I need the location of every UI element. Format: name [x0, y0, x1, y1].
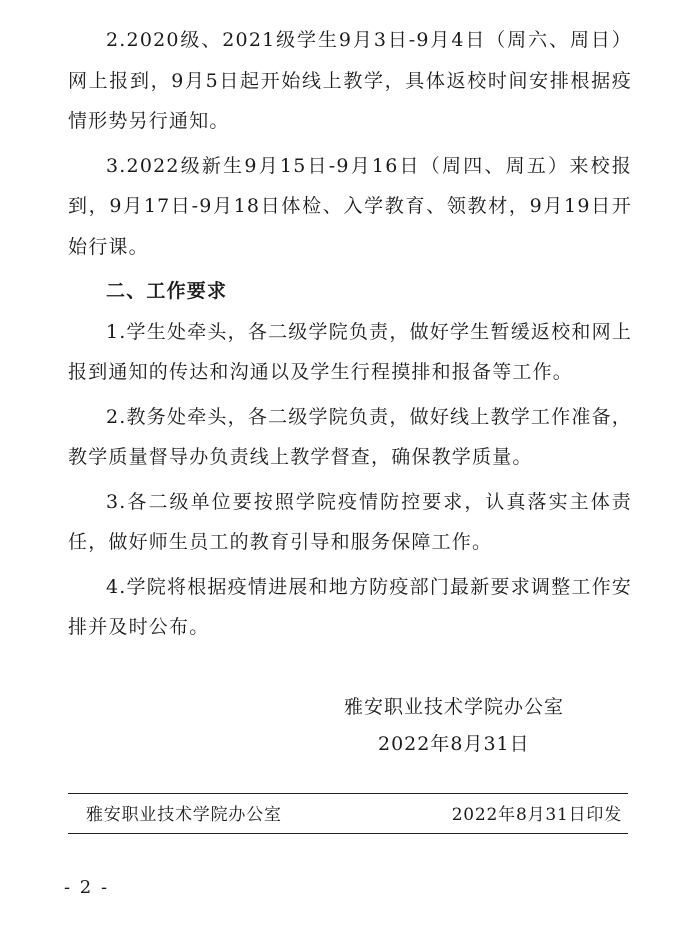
requirement-item-3: 3.各二级单位要按照学院疫情防控要求，认真落实主体责任，做好师生员工的教育引导和服务保障工作。: [68, 490, 632, 553]
section-heading-work-requirements: 二、工作要求: [106, 280, 228, 302]
requirement-item-2: 2.教务处牵头，各二级学院负责，做好线上教学工作准备，教学质量督导办负责线上教学督查，确保教学质量。: [68, 405, 632, 468]
signature-organization: 雅安职业技术学院办公室: [344, 696, 565, 718]
paragraph-returning-students: 2.2020级、2021级学生9月3日-9月4日（周六、周日）网上报到，9月5日起开始线上教学，具体返校时间安排根据疫情形势另行通知。: [68, 29, 632, 132]
document-body: [68, 20, 632, 652]
requirement-item-1: 1.学生处牵头，各二级学院负责，做好学生暂缓返校和网上报到通知的传达和沟通以及学生行程摸排和报备等工作。: [68, 320, 632, 383]
paragraph-new-students: 3.2022级新生9月15日-9月16日（周四、周五）来校报到，9月17日-9月18日体检、入学教育、领教材，9月19日开始行课。: [68, 154, 632, 258]
footer-issue-date: 2022年8月31日印发: [451, 805, 622, 825]
signature-block: [344, 689, 604, 763]
page-number: - 2 -: [64, 877, 110, 898]
footer-divider-top: [68, 793, 628, 794]
footer-issuer: 雅安职业技术学院办公室: [86, 805, 282, 825]
requirement-item-4: 4.学院将根据疫情进展和地方防疫部门最新要求调整工作安排并及时公布。: [68, 575, 632, 638]
signature-date: 2022年8月31日: [378, 733, 530, 755]
footer-divider-bottom: [68, 833, 628, 834]
